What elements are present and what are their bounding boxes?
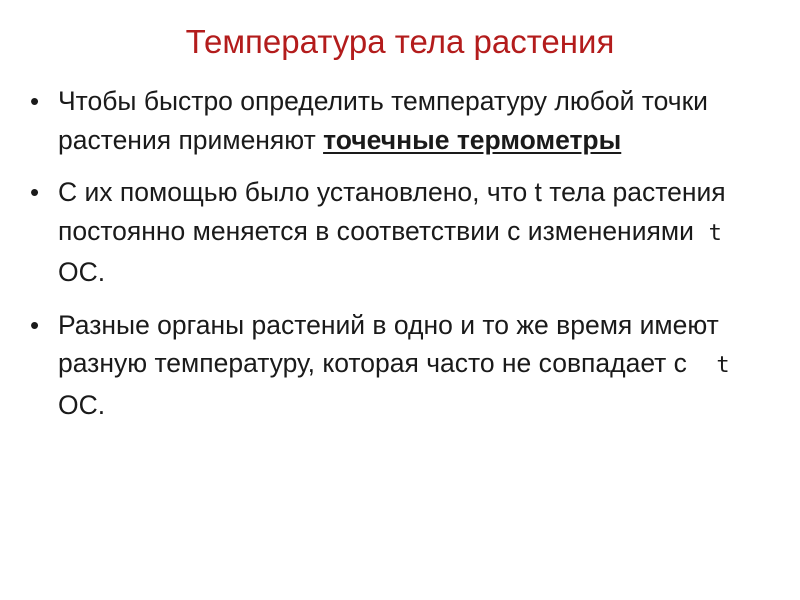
bullet-list [30, 82, 780, 438]
bullet-tail: ОС. [58, 389, 106, 420]
temperature-symbol: t [708, 220, 722, 246]
bullet-icon: • [30, 309, 40, 340]
bullet-icon: • [30, 86, 40, 116]
bullet-item [30, 82, 780, 159]
bullet-item [30, 173, 780, 292]
bullet-text: Чтобы быстро определить температуру любой точки растения применяют [58, 86, 708, 155]
bullet-text: С их помощью было установлено, что t тела растения постоянно меняется в соответствии с изменениями [58, 177, 726, 246]
slide-title: Температура тела растения [185, 23, 615, 60]
bullet-item [30, 306, 780, 425]
bullet-icon: • [30, 177, 40, 207]
temperature-symbol: t [716, 353, 730, 378]
bullet-tail: ОС. [58, 257, 106, 287]
emphasized-term: точечные термометры [323, 124, 622, 155]
bullet-text: Разные органы растений в одно и то же время имеют разную температуру, которая часто не совпадает с [58, 309, 719, 378]
